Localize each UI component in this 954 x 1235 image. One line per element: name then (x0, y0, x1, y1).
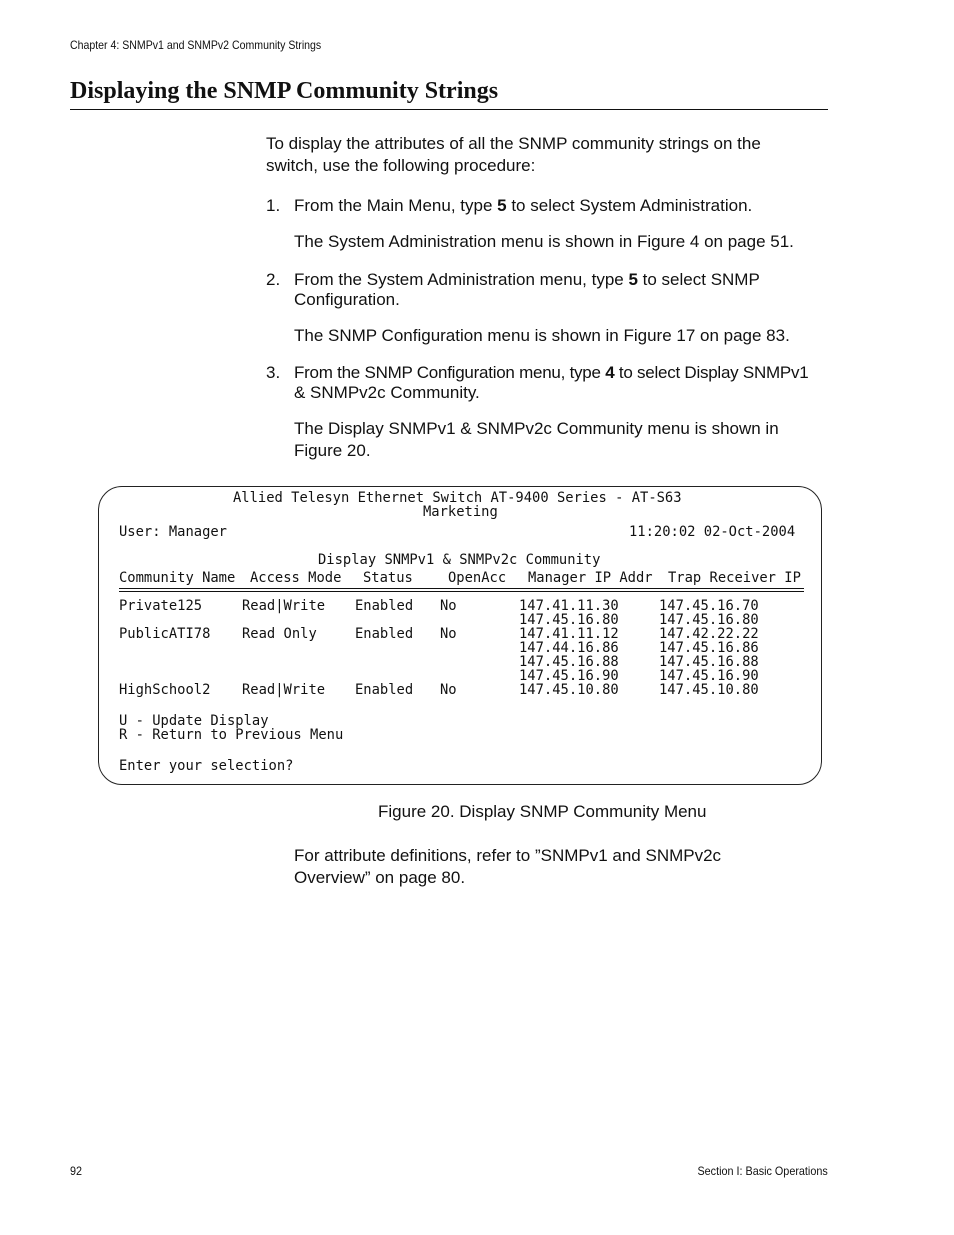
row-3-access-mode: Read|Write (242, 682, 326, 698)
row-1-manager-ip-2: 147.45.16.80 (519, 612, 619, 628)
menu-option-update: U - Update Display (119, 713, 269, 729)
screen-separator (119, 588, 804, 592)
row-2-trap-ip-4: 147.45.16.90 (659, 668, 759, 684)
step-3-note-line-1: The Display SNMPv1 & SNMPv2c Community menu is shown in (294, 419, 779, 438)
step-2-text-cont: Configuration. (294, 290, 400, 309)
figure-caption: Figure 20. Display SNMP Community Menu (378, 802, 707, 821)
row-1-manager-ip-1: 147.41.11.30 (519, 598, 619, 614)
row-1-status: Enabled (355, 598, 414, 614)
row-2-access-mode: Read Only (242, 626, 317, 642)
after-text-line-2: Overview” on page 80. (294, 868, 466, 887)
footer-section: Section I: Basic Operations (697, 1164, 828, 1178)
row-1-trap-ip-2: 147.45.16.80 (659, 612, 759, 628)
col-header-community-name: Community Name (119, 570, 236, 586)
step-3-number: 3. (266, 363, 281, 382)
page-number: 92 (70, 1164, 83, 1178)
page-title: Displaying the SNMP Community Strings (70, 78, 828, 110)
row-2-manager-ip-3: 147.45.16.88 (519, 654, 619, 670)
col-header-trap-receiver-ip: Trap Receiver IP (668, 570, 801, 586)
step-3-note-line-2: Figure 20. (294, 441, 371, 460)
step-2-text: From the System Administration menu, type 5 to select SNMP (294, 270, 760, 289)
row-2-trap-ip-3: 147.45.16.88 (659, 654, 759, 670)
menu-option-return: R - Return to Previous Menu (119, 727, 344, 743)
step-1-number: 1. (266, 196, 281, 215)
row-1-trap-ip-1: 147.45.16.70 (659, 598, 759, 614)
screen-user: User: Manager (119, 524, 227, 540)
col-header-status: Status (363, 570, 413, 586)
step-3-text: From the SNMP Configuration menu, type 4 to select Display SNMPv1 (294, 363, 809, 382)
screen-prompt: Enter your selection? (119, 758, 294, 774)
row-1-access-mode: Read|Write (242, 598, 326, 614)
row-1-openacc: No (440, 598, 457, 614)
running-header: Chapter 4: SNMPv1 and SNMPv2 Community Strings (70, 38, 322, 52)
row-2-status: Enabled (355, 626, 414, 642)
screen-datetime: 11:20:02 02-Oct-2004 (629, 524, 796, 540)
col-header-manager-ip: Manager IP Addr (528, 570, 653, 586)
row-1-community-name: Private125 (119, 598, 203, 614)
step-3-text-cont: & SNMPv2c Community. (294, 383, 480, 402)
row-2-trap-ip-1: 147.42.22.22 (659, 626, 759, 642)
step-1-text: From the Main Menu, type 5 to select System Administration. (294, 196, 753, 215)
col-header-openacc: OpenAcc (448, 570, 507, 586)
row-3-manager-ip-1: 147.45.10.80 (519, 682, 619, 698)
screen-location: Marketing (423, 504, 498, 520)
row-2-openacc: No (440, 626, 457, 642)
screen-menu-title: Display SNMPv1 & SNMPv2c Community (318, 552, 601, 568)
row-2-manager-ip-1: 147.41.11.12 (519, 626, 619, 642)
step-2-number: 2. (266, 270, 281, 289)
row-2-trap-ip-2: 147.45.16.86 (659, 640, 759, 656)
row-2-community-name: PublicATI78 (119, 626, 211, 642)
col-header-access-mode: Access Mode (250, 570, 342, 586)
step-1-note: The System Administration menu is shown in Figure 4 on page 51. (294, 232, 794, 251)
row-3-openacc: No (440, 682, 457, 698)
row-2-manager-ip-4: 147.45.16.90 (519, 668, 619, 684)
intro-line-2: switch, use the following procedure: (266, 156, 536, 175)
row-2-manager-ip-2: 147.44.16.86 (519, 640, 619, 656)
step-2-note: The SNMP Configuration menu is shown in Figure 17 on page 83. (294, 326, 790, 345)
intro-line-1: To display the attributes of all the SNMP community strings on the (266, 134, 761, 153)
screen-device-line: Allied Telesyn Ethernet Switch AT-9400 Series - AT-S63 (233, 490, 682, 506)
row-3-community-name: HighSchool2 (119, 682, 211, 698)
row-3-status: Enabled (355, 682, 414, 698)
after-text-line-1: For attribute definitions, refer to ”SNMPv1 and SNMPv2c (294, 846, 722, 865)
row-3-trap-ip-1: 147.45.10.80 (659, 682, 759, 698)
